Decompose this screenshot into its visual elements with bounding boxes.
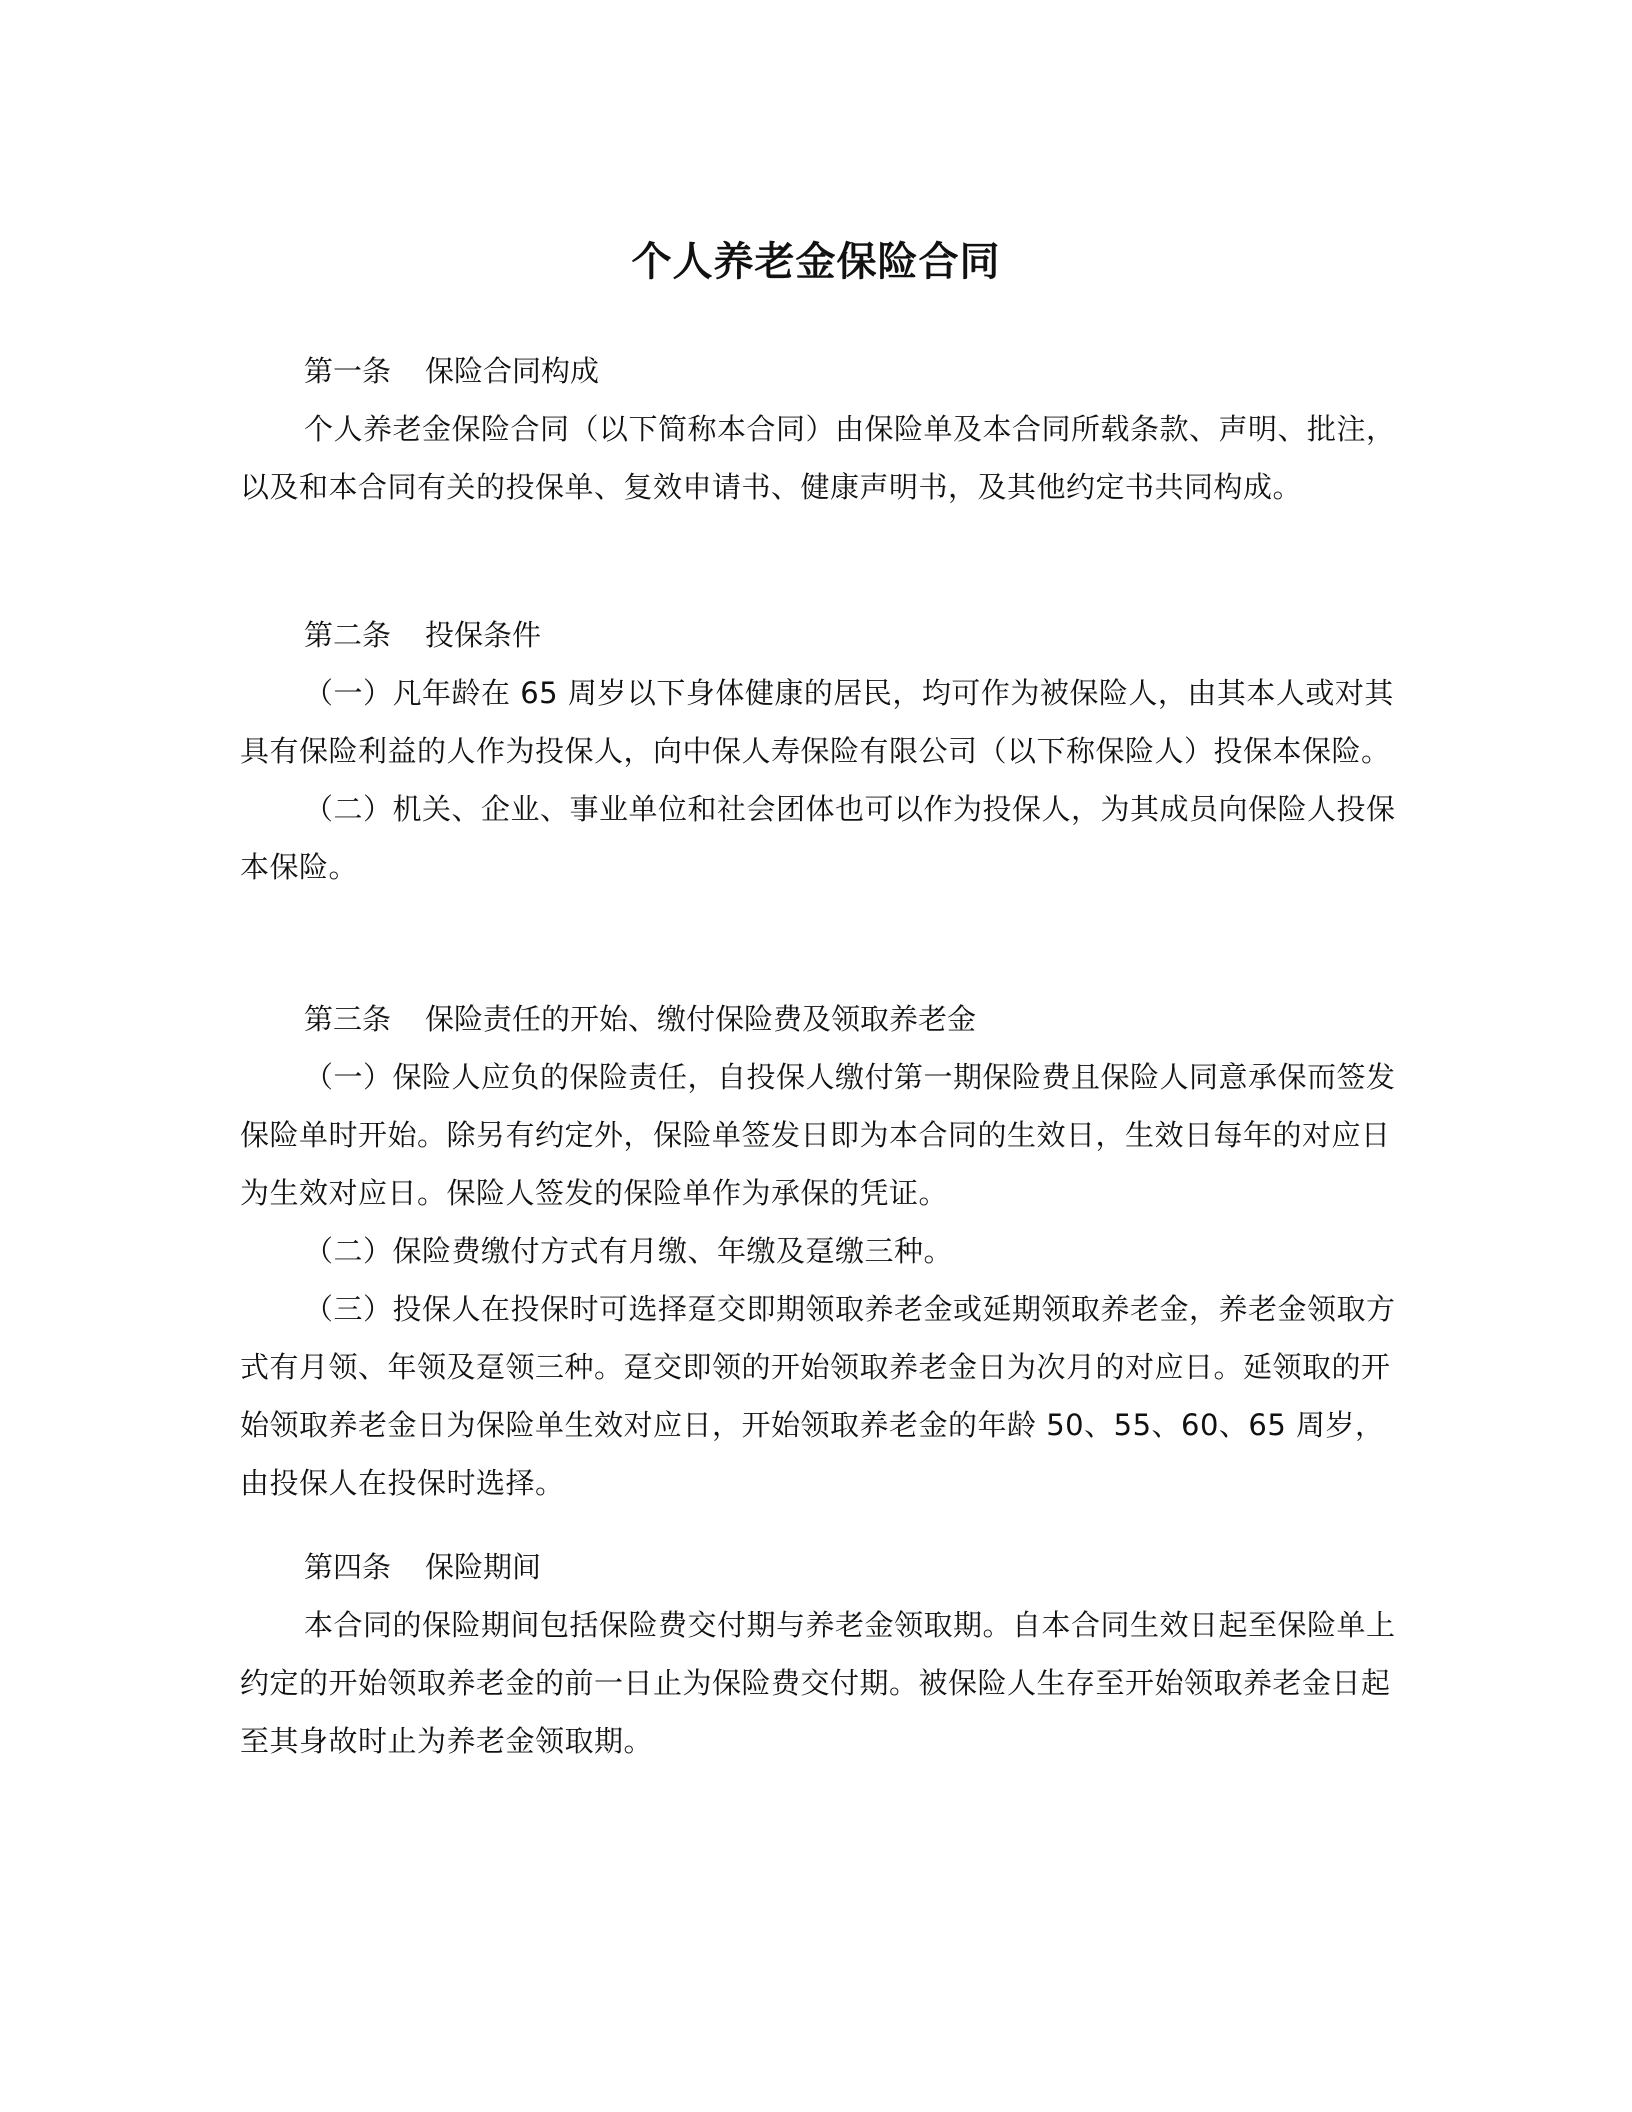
article-paragraph: （一）保险人应负的保险责任，自投保人缴付第一期保险费且保险人同意承保而签发保险单时开始。除另有约定外，保险单签发日即为本合同的生效日，生效日每年的对应日为生效对应日。保险人签发的保险单作为承保的凭证。	[240, 1060, 1396, 1210]
article-1	[240, 342, 1400, 516]
article-2	[240, 606, 1400, 896]
article-title: 保险期间	[425, 1550, 542, 1584]
article-4	[240, 1538, 1400, 1770]
article-number: 第一条	[304, 354, 392, 388]
article-heading	[240, 342, 1400, 400]
document-title: 个人养老金保险合同	[631, 239, 1001, 285]
article-paragraph: 本合同的保险期间包括保险费交付期与养老金领取期。自本合同生效日起至保险单上约定的开始领取养老金的前一日止为保险费交付期。被保险人生存至开始领取养老金日起至其身故时止为养老金领取期。	[240, 1608, 1396, 1758]
article-paragraph: （三）投保人在投保时可选择趸交即期领取养老金或延期领取养老金，养老金领取方式有月领、年领及趸领三种。趸交即领的开始领取养老金日为次月的对应日。延领取的开始领取养老金日为保险单生效对应日，开始领取养老金的年龄 50、55、60、65 周岁，由投保人在投保时选择。	[240, 1292, 1396, 1500]
article-title: 保险责任的开始、缴付保险费及领取养老金	[425, 1002, 977, 1036]
article-heading	[240, 1538, 1400, 1596]
article-paragraph: （二）机关、企业、事业单位和社会团体也可以作为投保人，为其成员向保险人投保本保险。	[240, 792, 1396, 884]
article-title: 保险合同构成	[425, 354, 600, 388]
article-paragraph: 个人养老金保险合同（以下简称本合同）由保险单及本合同所载条款、声明、批注，以及和本合同有关的投保单、复效申请书、健康声明书，及其他约定书共同构成。	[240, 412, 1396, 504]
article-title: 投保条件	[425, 618, 542, 652]
article-paragraph: （二）保险费缴付方式有月缴、年缴及趸缴三种。	[304, 1234, 954, 1268]
article-paragraph: （一）凡年龄在 65 周岁以下身体健康的居民，均可作为被保险人，由其本人或对其具有保险利益的人作为投保人，向中保人寿保险有限公司（以下称保险人）投保本保险。	[240, 676, 1394, 768]
article-heading	[240, 606, 1400, 664]
article-number: 第三条	[304, 1002, 392, 1036]
article-heading	[240, 990, 1400, 1048]
article-number: 第四条	[304, 1550, 392, 1584]
article-number: 第二条	[304, 618, 392, 652]
article-3	[240, 990, 1400, 1512]
